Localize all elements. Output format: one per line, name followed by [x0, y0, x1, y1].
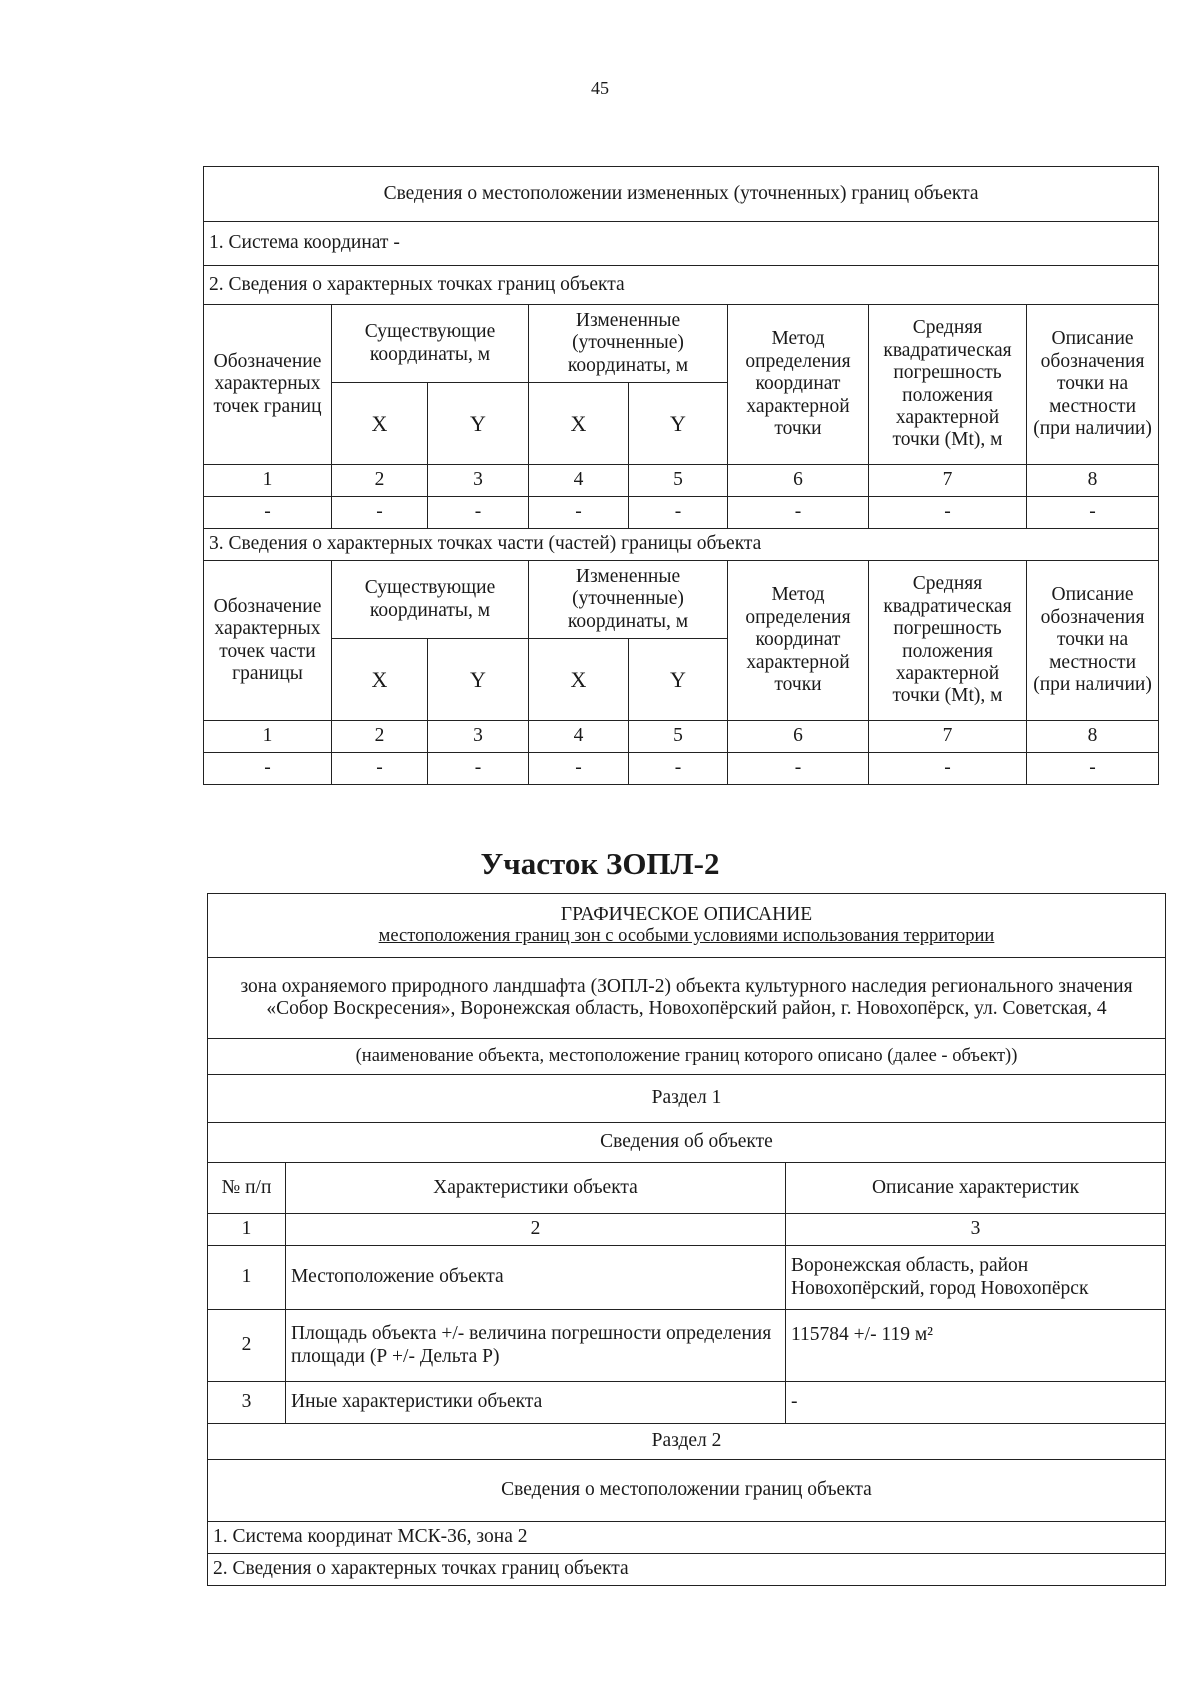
- object-note: (наименование объекта, местоположение границ которого описано (далее - объект)): [208, 1039, 1166, 1075]
- empty-cell: -: [1027, 753, 1159, 785]
- heading-text: ГРАФИЧЕСКОЕ ОПИСАНИЕ: [560, 903, 813, 925]
- empty-cell: -: [869, 497, 1027, 529]
- col-number: 3: [428, 721, 529, 753]
- empty-cell: -: [728, 497, 869, 529]
- empty-data-row: [204, 497, 1159, 529]
- col-number: 1: [204, 721, 332, 753]
- table-title: Сведения о местоположении измененных (уточненных) границ объекта: [204, 167, 1159, 222]
- col-point-designation: Обозначение характерных точек границ: [204, 305, 332, 465]
- col-x-changed: X: [529, 639, 629, 721]
- col-number: 3: [786, 1214, 1166, 1246]
- col-method: Метод определения координат характерной точки: [728, 561, 869, 721]
- col-number: 5: [629, 465, 728, 497]
- col-point-part-designation: Обозначение характерных точек части границы: [204, 561, 332, 721]
- graphic-description-table: [207, 893, 1166, 1586]
- parts-header: 3. Сведения о характерных точках части (частей) границы объекта: [204, 529, 1159, 561]
- empty-cell: -: [869, 753, 1027, 785]
- col-number: 2: [286, 1214, 786, 1246]
- empty-cell: -: [728, 753, 869, 785]
- section2-title: Сведения о местоположении границ объекта: [208, 1460, 1166, 1522]
- empty-cell: -: [204, 753, 332, 785]
- col-method: Метод определения координат характерной точки: [728, 305, 869, 465]
- col-number: 2: [332, 721, 428, 753]
- col-y-changed: Y: [629, 383, 728, 465]
- col-x-existing: X: [332, 383, 428, 465]
- coordinate-system-row: 1. Система координат -: [204, 222, 1159, 266]
- col-number: 6: [728, 721, 869, 753]
- col-number: 3: [428, 465, 529, 497]
- col-number: 7: [869, 465, 1027, 497]
- col-number: 8: [1027, 465, 1159, 497]
- col-y-existing: Y: [428, 383, 529, 465]
- col-number: 2: [332, 465, 428, 497]
- empty-data-row: [204, 753, 1159, 785]
- empty-cell: -: [428, 753, 529, 785]
- coordinate-system-row: 1. Система координат МСК-36, зона 2: [208, 1522, 1166, 1554]
- col-number: 4: [529, 465, 629, 497]
- col-number: 8: [1027, 721, 1159, 753]
- empty-cell: -: [204, 497, 332, 529]
- col-char-header: Характеристики объекта: [286, 1163, 786, 1214]
- empty-cell: -: [529, 497, 629, 529]
- object-name: зона охраняемого природного ландшафта (ЗОПЛ-2) объекта культурного наследия регионального значения «Собор Воскресения», Воронежская область, Новохопёрский район, г. Новохопёрск, ул. Советская, 4: [208, 958, 1166, 1039]
- col-desc-header: Описание характеристик: [786, 1163, 1166, 1214]
- row-description: Воронежская область, район Новохопёрский, город Новохопёрск: [786, 1246, 1166, 1310]
- col-number: 7: [869, 721, 1027, 753]
- col-changed-coords: Измененные (уточненные) координаты, м: [529, 305, 728, 383]
- col-y-changed: Y: [629, 639, 728, 721]
- col-x-changed: X: [529, 383, 629, 465]
- column-numbers-row: [204, 721, 1159, 753]
- points-header: 2. Сведения о характерных точках границ объекта: [208, 1554, 1166, 1586]
- section1-title: Сведения об объекте: [208, 1123, 1166, 1163]
- empty-cell: -: [629, 753, 728, 785]
- subheading-text: местоположения границ зон с особыми условиями использования территории: [378, 926, 995, 947]
- section1-label: Раздел 1: [208, 1075, 1166, 1123]
- col-number: 5: [629, 721, 728, 753]
- col-number: 4: [529, 721, 629, 753]
- table-row: [208, 1310, 1166, 1382]
- col-existing-coords: Существующие координаты, м: [332, 561, 529, 639]
- col-error: Средняя квадратическая погрешность положения характерной точки (Mt), м: [869, 305, 1027, 465]
- section-title: Участок ЗОПЛ-2: [480, 846, 720, 881]
- col-changed-coords: Измененные (уточненные) координаты, м: [529, 561, 728, 639]
- empty-cell: -: [332, 497, 428, 529]
- column-numbers-row: [208, 1214, 1166, 1246]
- col-existing-coords: Существующие координаты, м: [332, 305, 529, 383]
- col-number: 6: [728, 465, 869, 497]
- col-number: 1: [208, 1214, 286, 1246]
- table-row: [208, 1382, 1166, 1424]
- row-characteristic: Площадь объекта +/- величина погрешности определения площади (Р +/- Дельта Р): [286, 1310, 786, 1382]
- row-characteristic: Иные характеристики объекта: [286, 1382, 786, 1424]
- column-numbers-row: [204, 465, 1159, 497]
- col-num-header: № п/п: [208, 1163, 286, 1214]
- empty-cell: -: [1027, 497, 1159, 529]
- row-number: 1: [208, 1246, 286, 1310]
- col-error: Средняя квадратическая погрешность положения характерной точки (Mt), м: [869, 561, 1027, 721]
- col-description: Описание обозначения точки на местности (при наличии): [1027, 305, 1159, 465]
- points-header: 2. Сведения о характерных точках границ объекта: [204, 266, 1159, 305]
- table-row: [208, 1246, 1166, 1310]
- page-number: 45: [591, 78, 609, 98]
- empty-cell: -: [529, 753, 629, 785]
- col-y-existing: Y: [428, 639, 529, 721]
- row-number: 3: [208, 1382, 286, 1424]
- empty-cell: -: [332, 753, 428, 785]
- row-description: -: [786, 1382, 1166, 1424]
- section2-label: Раздел 2: [208, 1424, 1166, 1460]
- row-description: 115784 +/- 119 м²: [786, 1310, 1166, 1382]
- empty-cell: -: [428, 497, 529, 529]
- description-heading: [208, 894, 1166, 958]
- row-number: 2: [208, 1310, 286, 1382]
- empty-cell: -: [629, 497, 728, 529]
- col-x-existing: X: [332, 639, 428, 721]
- col-description: Описание обозначения точки на местности (при наличии): [1027, 561, 1159, 721]
- boundary-changes-table: [203, 166, 1159, 785]
- col-number: 1: [204, 465, 332, 497]
- row-characteristic: Местоположение объекта: [286, 1246, 786, 1310]
